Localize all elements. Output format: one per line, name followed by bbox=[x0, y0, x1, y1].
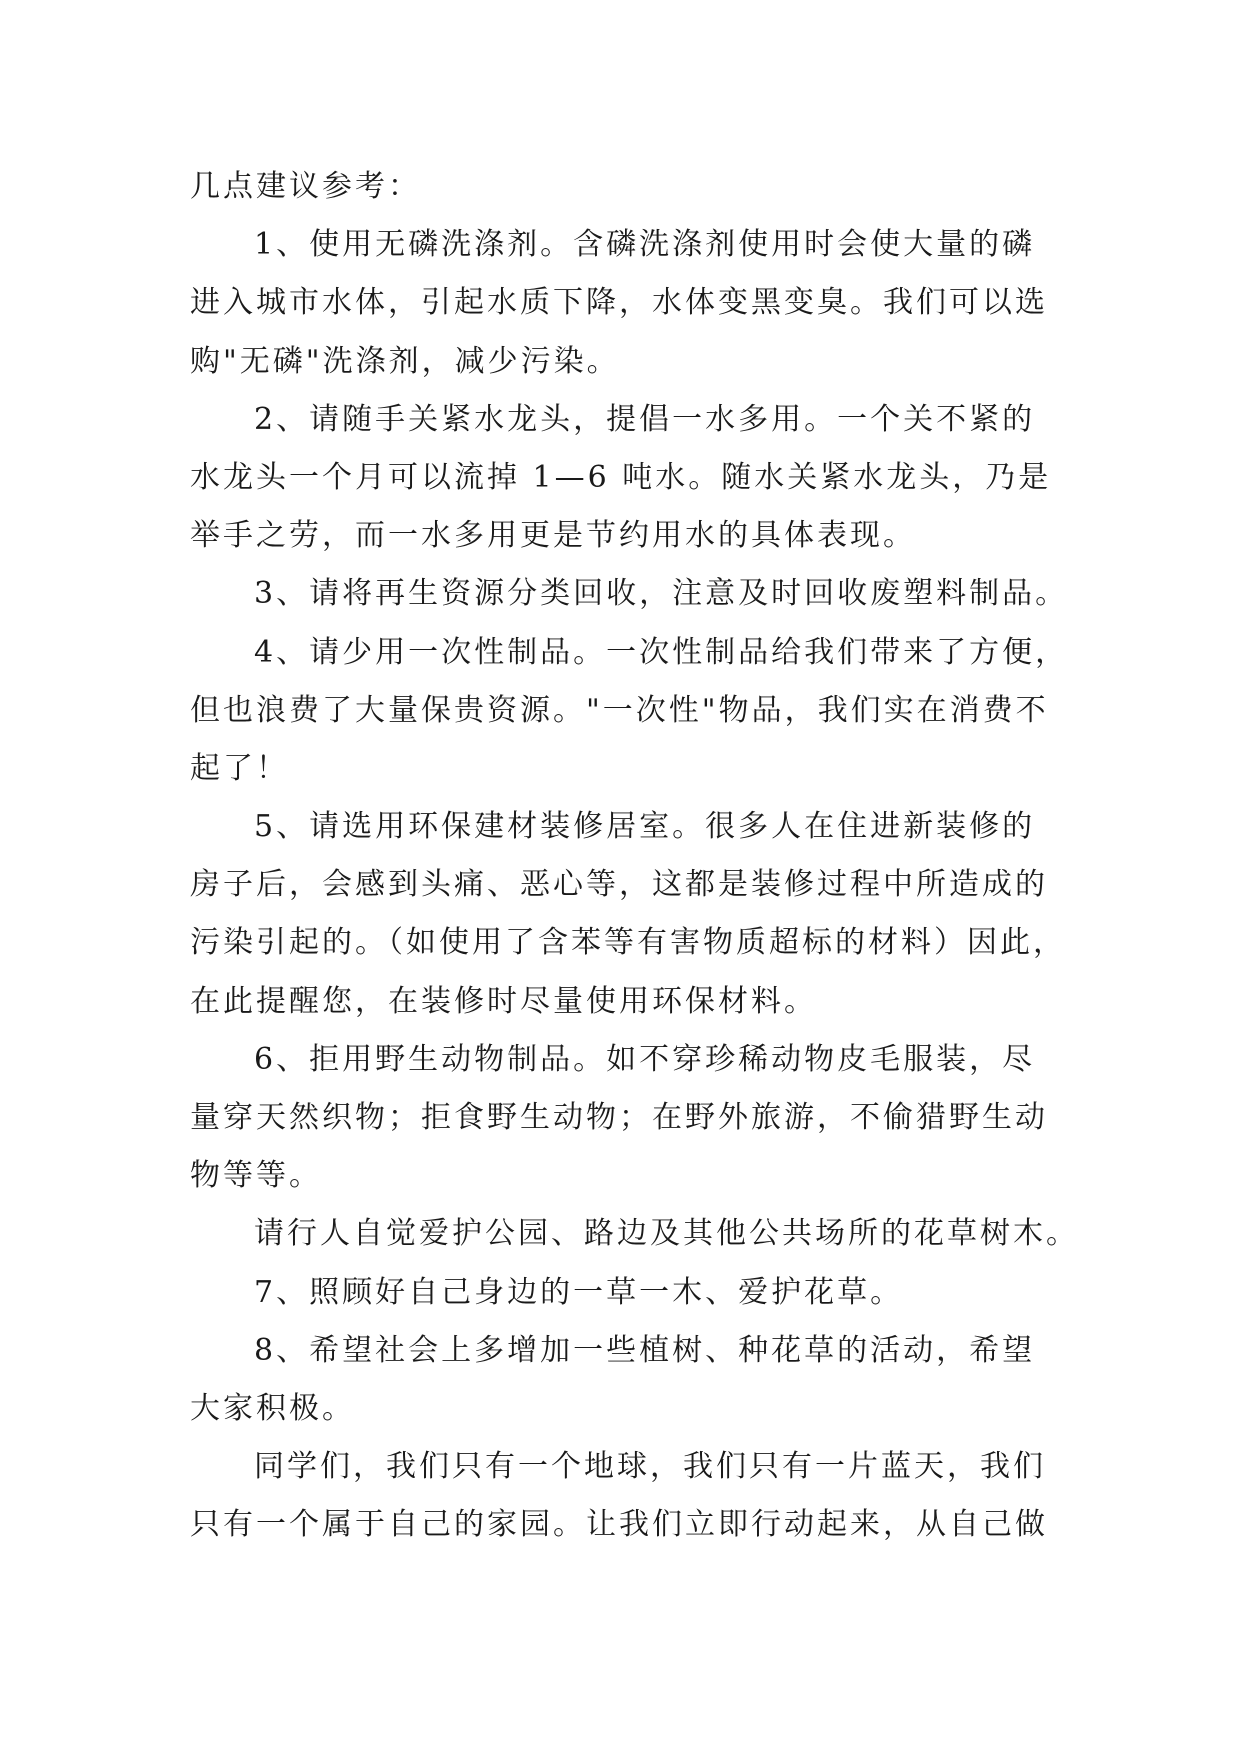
text-line: 举手之劳，而一水多用更是节约用水的具体表现。 bbox=[190, 518, 916, 554]
text-line: 几点建议参考： bbox=[190, 169, 421, 204]
text-line: 7、照顾好自己身边的一草一木、爱护花草。 bbox=[254, 1274, 904, 1310]
text-line: 房子后，会感到头痛、恶心等，这都是装修过程中所造成的 bbox=[190, 867, 1048, 903]
text-line: 量穿天然织物；拒食野生动物；在野外旅游，不偷猎野生动 bbox=[190, 1100, 1048, 1135]
text-line: 物等等。 bbox=[190, 1158, 322, 1194]
text-line: 8、希望社会上多增加一些植树、种花草的活动，希望 bbox=[254, 1332, 1036, 1368]
text-line: 5、请选用环保建材装修居室。很多人在住进新装修的 bbox=[254, 809, 1036, 845]
text-line: 水龙头一个月可以流掉 1—6 吨水。随水关紧水龙头，乃是 bbox=[190, 459, 1052, 495]
text-line: 起了！ bbox=[190, 750, 289, 786]
text-line: 购"无磷"洗涤剂，减少污染。 bbox=[190, 343, 620, 379]
text-line: 污染引起的。（如使用了含苯等有害物质超标的材料）因此， bbox=[190, 925, 1066, 961]
text-line: 但也浪费了大量保贵资源。"一次性"物品，我们实在消费不 bbox=[190, 692, 1049, 728]
text-line: 3、请将再生资源分类回收，注意及时回收废塑料制品。 bbox=[254, 576, 1069, 612]
text-line: 只有一个属于自己的家园。让我们立即行动起来，从自己做 bbox=[190, 1507, 1048, 1543]
text-line: 2、请随手关紧水龙头，提倡一水多用。一个关不紧的 bbox=[254, 401, 1036, 437]
text-line: 1、使用无磷洗涤剂。含磷洗涤剂使用时会使大量的磷 bbox=[254, 227, 1036, 263]
text-line: 请行人自觉爱护公园、路边及其他公共场所的花草树木。 bbox=[254, 1216, 1079, 1252]
document-body bbox=[190, 158, 1079, 1555]
text-line: 大家积极。 bbox=[190, 1390, 355, 1426]
text-line: 6、拒用野生动物制品。如不穿珍稀动物皮毛服装，尽 bbox=[254, 1041, 1036, 1077]
text-line: 同学们，我们只有一个地球，我们只有一片蓝天，我们 bbox=[254, 1449, 1046, 1485]
text-line: 进入城市水体，引起水质下降，水体变黑变臭。我们可以选 bbox=[190, 285, 1048, 321]
text-line: 在此提醒您，在装修时尽量使用环保材料。 bbox=[190, 983, 817, 1019]
text-line: 4、请少用一次性制品。一次性制品给我们带来了方便， bbox=[254, 634, 1069, 670]
